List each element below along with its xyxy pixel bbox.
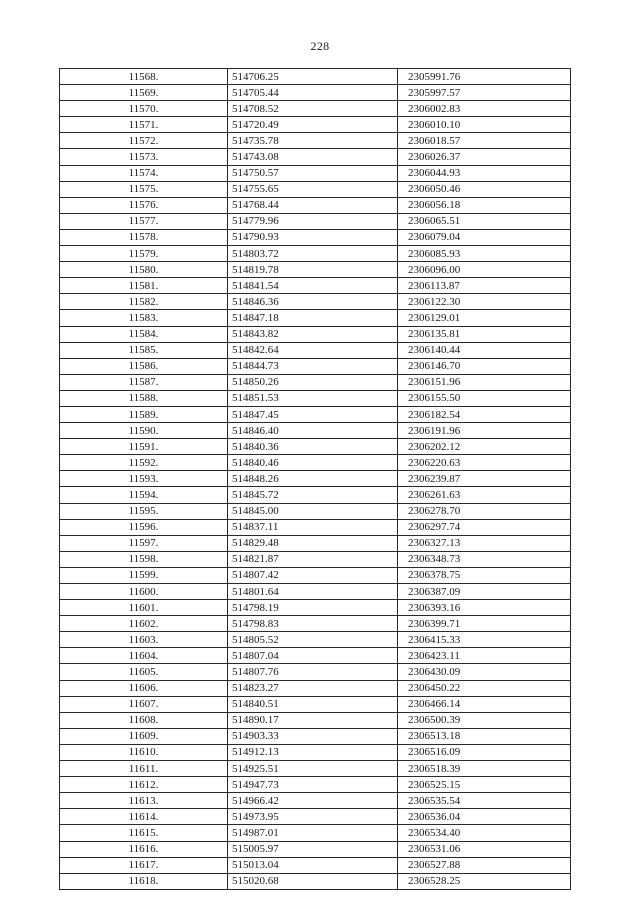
y-coordinate-cell: 2306261.63 (398, 487, 571, 503)
table-row (60, 551, 571, 567)
y-coordinate-cell: 2306065.51 (398, 213, 571, 229)
table-row (60, 262, 571, 278)
y-coordinate-cell: 2306327.13 (398, 535, 571, 551)
y-coordinate-cell: 2305991.76 (398, 69, 571, 85)
y-coordinate-cell: 2306527.88 (398, 857, 571, 873)
x-coordinate-cell: 514750.57 (228, 165, 398, 181)
x-coordinate-cell: 514807.76 (228, 664, 398, 680)
table-row (60, 648, 571, 664)
point-number-cell: 11594. (60, 487, 228, 503)
y-coordinate-cell: 2306466.14 (398, 696, 571, 712)
x-coordinate-cell: 514846.36 (228, 294, 398, 310)
y-coordinate-cell: 2306525.15 (398, 777, 571, 793)
table-row (60, 712, 571, 728)
x-coordinate-cell: 514755.65 (228, 181, 398, 197)
point-number-cell: 11591. (60, 439, 228, 455)
x-coordinate-cell: 515013.04 (228, 857, 398, 873)
table-row (60, 439, 571, 455)
point-number-cell: 11585. (60, 342, 228, 358)
point-number-cell: 11611. (60, 761, 228, 777)
point-number-cell: 11614. (60, 809, 228, 825)
table-row (60, 616, 571, 632)
x-coordinate-cell: 514845.72 (228, 487, 398, 503)
x-coordinate-cell: 514801.64 (228, 584, 398, 600)
table-row (60, 793, 571, 809)
y-coordinate-cell: 2306531.06 (398, 841, 571, 857)
y-coordinate-cell: 2306500.39 (398, 712, 571, 728)
x-coordinate-cell: 514987.01 (228, 825, 398, 841)
point-number-cell: 11610. (60, 744, 228, 760)
point-number-cell: 11583. (60, 310, 228, 326)
point-number-cell: 11609. (60, 728, 228, 744)
coordinates-table (59, 68, 571, 890)
table-row (60, 857, 571, 873)
table-row (60, 423, 571, 439)
table-row (60, 632, 571, 648)
x-coordinate-cell: 514843.82 (228, 326, 398, 342)
x-coordinate-cell: 514850.26 (228, 374, 398, 390)
point-number-cell: 11580. (60, 262, 228, 278)
table-row (60, 278, 571, 294)
x-coordinate-cell: 514903.33 (228, 728, 398, 744)
point-number-cell: 11574. (60, 165, 228, 181)
table-row (60, 680, 571, 696)
table-row (60, 664, 571, 680)
x-coordinate-cell: 515020.68 (228, 873, 398, 889)
point-number-cell: 11607. (60, 696, 228, 712)
point-number-cell: 11589. (60, 406, 228, 422)
y-coordinate-cell: 2306423.11 (398, 648, 571, 664)
point-number-cell: 11578. (60, 229, 228, 245)
table-row (60, 744, 571, 760)
table-row (60, 213, 571, 229)
table-row (60, 149, 571, 165)
x-coordinate-cell: 514779.96 (228, 213, 398, 229)
point-number-cell: 11582. (60, 294, 228, 310)
x-coordinate-cell: 514768.44 (228, 197, 398, 213)
y-coordinate-cell: 2306534.40 (398, 825, 571, 841)
table-row (60, 535, 571, 551)
point-number-cell: 11592. (60, 455, 228, 471)
table-row (60, 809, 571, 825)
x-coordinate-cell: 514829.48 (228, 535, 398, 551)
x-coordinate-cell: 514790.93 (228, 229, 398, 245)
y-coordinate-cell: 2306010.10 (398, 117, 571, 133)
y-coordinate-cell: 2306085.93 (398, 246, 571, 262)
table-row (60, 229, 571, 245)
point-number-cell: 11613. (60, 793, 228, 809)
point-number-cell: 11615. (60, 825, 228, 841)
table-row (60, 841, 571, 857)
y-coordinate-cell: 2306378.75 (398, 567, 571, 583)
point-number-cell: 11616. (60, 841, 228, 857)
table-row (60, 197, 571, 213)
x-coordinate-cell: 514708.52 (228, 101, 398, 117)
coordinates-table-body (60, 69, 571, 890)
y-coordinate-cell: 2306079.04 (398, 229, 571, 245)
x-coordinate-cell: 514947.73 (228, 777, 398, 793)
y-coordinate-cell: 2306518.39 (398, 761, 571, 777)
y-coordinate-cell: 2306415.33 (398, 632, 571, 648)
point-number-cell: 11572. (60, 133, 228, 149)
x-coordinate-cell: 514851.53 (228, 390, 398, 406)
y-coordinate-cell: 2306202.12 (398, 439, 571, 455)
point-number-cell: 11617. (60, 857, 228, 873)
table-row (60, 455, 571, 471)
y-coordinate-cell: 2306399.71 (398, 616, 571, 632)
y-coordinate-cell: 2306182.54 (398, 406, 571, 422)
table-row (60, 471, 571, 487)
table-row (60, 85, 571, 101)
table-row (60, 69, 571, 85)
y-coordinate-cell: 2306278.70 (398, 503, 571, 519)
point-number-cell: 11618. (60, 873, 228, 889)
x-coordinate-cell: 514837.11 (228, 519, 398, 535)
point-number-cell: 11588. (60, 390, 228, 406)
x-coordinate-cell: 514705.44 (228, 85, 398, 101)
y-coordinate-cell: 2306044.93 (398, 165, 571, 181)
point-number-cell: 11587. (60, 374, 228, 390)
y-coordinate-cell: 2306155.50 (398, 390, 571, 406)
table-row (60, 761, 571, 777)
point-number-cell: 11593. (60, 471, 228, 487)
y-coordinate-cell: 2306151.96 (398, 374, 571, 390)
point-number-cell: 11576. (60, 197, 228, 213)
table-row (60, 696, 571, 712)
point-number-cell: 11595. (60, 503, 228, 519)
x-coordinate-cell: 514823.27 (228, 680, 398, 696)
y-coordinate-cell: 2305997.57 (398, 85, 571, 101)
point-number-cell: 11568. (60, 69, 228, 85)
point-number-cell: 11571. (60, 117, 228, 133)
point-number-cell: 11604. (60, 648, 228, 664)
x-coordinate-cell: 514798.19 (228, 600, 398, 616)
table-row (60, 503, 571, 519)
y-coordinate-cell: 2306122.30 (398, 294, 571, 310)
x-coordinate-cell: 514798.83 (228, 616, 398, 632)
x-coordinate-cell: 514912.13 (228, 744, 398, 760)
x-coordinate-cell: 514840.36 (228, 439, 398, 455)
page-number: 228 (310, 39, 330, 53)
x-coordinate-cell: 514966.42 (228, 793, 398, 809)
x-coordinate-cell: 514807.04 (228, 648, 398, 664)
table-row (60, 487, 571, 503)
y-coordinate-cell: 2306129.01 (398, 310, 571, 326)
table-row (60, 873, 571, 889)
y-coordinate-cell: 2306220.63 (398, 455, 571, 471)
table-row (60, 165, 571, 181)
table-row (60, 310, 571, 326)
x-coordinate-cell: 514973.95 (228, 809, 398, 825)
y-coordinate-cell: 2306348.73 (398, 551, 571, 567)
x-coordinate-cell: 514847.45 (228, 406, 398, 422)
table-row (60, 326, 571, 342)
point-number-cell: 11569. (60, 85, 228, 101)
y-coordinate-cell: 2306026.37 (398, 149, 571, 165)
y-coordinate-cell: 2306528.25 (398, 873, 571, 889)
table-row (60, 728, 571, 744)
point-number-cell: 11603. (60, 632, 228, 648)
table-row (60, 133, 571, 149)
table-row (60, 342, 571, 358)
x-coordinate-cell: 514743.08 (228, 149, 398, 165)
x-coordinate-cell: 514720.49 (228, 117, 398, 133)
table-row (60, 374, 571, 390)
table-row (60, 358, 571, 374)
y-coordinate-cell: 2306393.16 (398, 600, 571, 616)
y-coordinate-cell: 2306018.57 (398, 133, 571, 149)
x-coordinate-cell: 514735.78 (228, 133, 398, 149)
y-coordinate-cell: 2306056.18 (398, 197, 571, 213)
x-coordinate-cell: 514840.51 (228, 696, 398, 712)
table-row (60, 294, 571, 310)
point-number-cell: 11597. (60, 535, 228, 551)
point-number-cell: 11579. (60, 246, 228, 262)
x-coordinate-cell: 514819.78 (228, 262, 398, 278)
x-coordinate-cell: 514848.26 (228, 471, 398, 487)
table-row (60, 181, 571, 197)
y-coordinate-cell: 2306430.09 (398, 664, 571, 680)
point-number-cell: 11601. (60, 600, 228, 616)
x-coordinate-cell: 514846.40 (228, 423, 398, 439)
x-coordinate-cell: 514807.42 (228, 567, 398, 583)
point-number-cell: 11573. (60, 149, 228, 165)
x-coordinate-cell: 514841.54 (228, 278, 398, 294)
table-row (60, 600, 571, 616)
table-row (60, 777, 571, 793)
y-coordinate-cell: 2306450.22 (398, 680, 571, 696)
point-number-cell: 11577. (60, 213, 228, 229)
point-number-cell: 11605. (60, 664, 228, 680)
point-number-cell: 11575. (60, 181, 228, 197)
y-coordinate-cell: 2306516.09 (398, 744, 571, 760)
point-number-cell: 11570. (60, 101, 228, 117)
y-coordinate-cell: 2306297.74 (398, 519, 571, 535)
point-number-cell: 11608. (60, 712, 228, 728)
x-coordinate-cell: 514847.18 (228, 310, 398, 326)
point-number-cell: 11590. (60, 423, 228, 439)
y-coordinate-cell: 2306239.87 (398, 471, 571, 487)
y-coordinate-cell: 2306002.83 (398, 101, 571, 117)
table-row (60, 406, 571, 422)
table-row (60, 825, 571, 841)
y-coordinate-cell: 2306050.46 (398, 181, 571, 197)
x-coordinate-cell: 515005.97 (228, 841, 398, 857)
y-coordinate-cell: 2306513.18 (398, 728, 571, 744)
table-row (60, 567, 571, 583)
point-number-cell: 11599. (60, 567, 228, 583)
y-coordinate-cell: 2306146.70 (398, 358, 571, 374)
y-coordinate-cell: 2306096.00 (398, 262, 571, 278)
point-number-cell: 11602. (60, 616, 228, 632)
point-number-cell: 11584. (60, 326, 228, 342)
y-coordinate-cell: 2306536.04 (398, 809, 571, 825)
point-number-cell: 11596. (60, 519, 228, 535)
point-number-cell: 11600. (60, 584, 228, 600)
x-coordinate-cell: 514925.51 (228, 761, 398, 777)
x-coordinate-cell: 514842.64 (228, 342, 398, 358)
y-coordinate-cell: 2306140.44 (398, 342, 571, 358)
point-number-cell: 11586. (60, 358, 228, 374)
table-row (60, 519, 571, 535)
x-coordinate-cell: 514844.73 (228, 358, 398, 374)
x-coordinate-cell: 514805.52 (228, 632, 398, 648)
y-coordinate-cell: 2306113.87 (398, 278, 571, 294)
point-number-cell: 11606. (60, 680, 228, 696)
point-number-cell: 11598. (60, 551, 228, 567)
table-row (60, 101, 571, 117)
x-coordinate-cell: 514840.46 (228, 455, 398, 471)
x-coordinate-cell: 514803.72 (228, 246, 398, 262)
point-number-cell: 11581. (60, 278, 228, 294)
x-coordinate-cell: 514706.25 (228, 69, 398, 85)
y-coordinate-cell: 2306535.54 (398, 793, 571, 809)
x-coordinate-cell: 514890.17 (228, 712, 398, 728)
point-number-cell: 11612. (60, 777, 228, 793)
y-coordinate-cell: 2306135.81 (398, 326, 571, 342)
x-coordinate-cell: 514845.00 (228, 503, 398, 519)
y-coordinate-cell: 2306387.09 (398, 584, 571, 600)
table-row (60, 246, 571, 262)
table-row (60, 117, 571, 133)
x-coordinate-cell: 514821.87 (228, 551, 398, 567)
table-row (60, 584, 571, 600)
y-coordinate-cell: 2306191.96 (398, 423, 571, 439)
table-row (60, 390, 571, 406)
